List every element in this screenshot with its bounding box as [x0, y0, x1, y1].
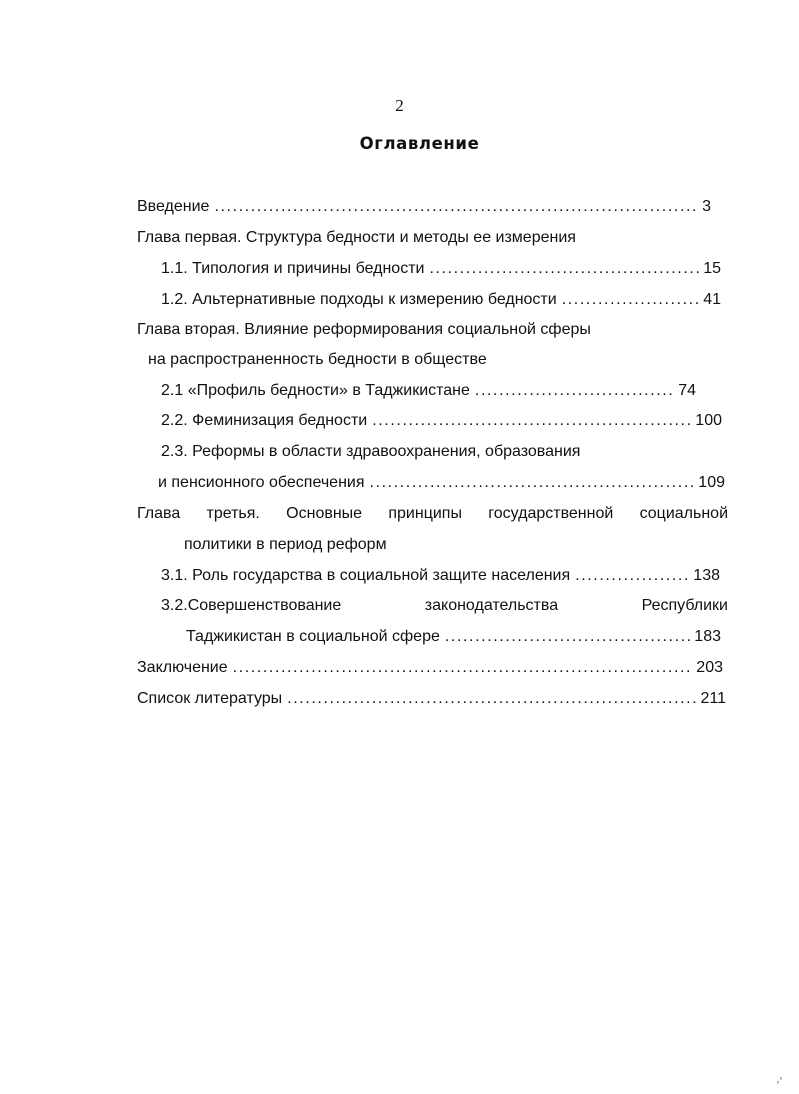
toc-leader-dots [287, 686, 696, 712]
heading-word: 3.2.Совершенствование [161, 597, 342, 614]
toc-entry-label: и пенсионного обеспечения [158, 474, 365, 491]
heading-word: Глава [137, 505, 181, 522]
toc-leader-dots [372, 408, 691, 434]
page-number: 2 [395, 96, 404, 115]
toc-entry-page: 138 [693, 567, 720, 584]
toc-entry-section-3-2[interactable] [186, 624, 721, 650]
heading-word: принципы [388, 505, 462, 522]
toc-entry-section-2-3[interactable] [158, 470, 725, 496]
toc-leader-dots [233, 655, 693, 681]
toc-leader-dots [475, 378, 674, 404]
heading-word: социальной [639, 505, 728, 522]
toc-entry-section-1-2[interactable] [161, 287, 721, 313]
heading-word: законодательства [424, 597, 559, 614]
toc-entry-label: Заключение [137, 659, 228, 676]
toc-entry-conclusion[interactable] [137, 655, 723, 681]
toc-chapter-3-heading-continued[interactable]: политики в период реформ [184, 536, 387, 553]
toc-entry-label: 1.2. Альтернативные подходы к измерению бедности [161, 291, 557, 308]
toc-entry-page: 15 [703, 260, 721, 277]
toc-entry-label: Таджикистан в социальной сфере [186, 628, 440, 645]
toc-entry-section-2-3-title[interactable]: 2.3. Реформы в области здравоохранения, образования [161, 443, 581, 460]
toc-entry-section-3-2-title[interactable] [161, 593, 728, 619]
toc-entry-label: Введение [137, 198, 210, 215]
heading-word: третья. [206, 505, 260, 522]
toc-leader-dots [370, 470, 695, 496]
heading-word: Основные [286, 505, 363, 522]
toc-entry-page: 41 [703, 291, 721, 308]
toc-entry-label: 2.2. Феминизация бедности [161, 412, 368, 429]
toc-entry-introduction[interactable] [137, 194, 711, 220]
toc-entry-label: Список литературы [137, 690, 283, 707]
toc-chapter-2-heading[interactable]: Глава вторая. Влияние реформирования социальной сферы [137, 321, 591, 338]
toc-entry-page: 74 [678, 382, 696, 399]
toc-title: Оглавление [359, 134, 480, 153]
toc-entry-page: 183 [694, 628, 721, 645]
toc-entry-label: 2.1 «Профиль бедности» в Таджикистане [161, 382, 470, 399]
toc-leader-dots [575, 563, 689, 589]
toc-entry-references[interactable] [137, 686, 726, 712]
toc-entry-section-3-1[interactable] [161, 563, 720, 589]
scan-mark: ᵣ' [777, 1076, 783, 1087]
heading-word: государственной [488, 505, 614, 522]
toc-chapter-2-heading-continued[interactable]: на распространенность бедности в обществе [148, 351, 487, 368]
toc-chapter-3-heading[interactable] [137, 501, 728, 527]
toc-entry-section-2-1[interactable] [161, 378, 696, 404]
toc-entry-section-1-1[interactable] [161, 256, 721, 282]
toc-entry-label: 1.1. Типология и причины бедности [161, 260, 425, 277]
toc-entry-page: 100 [695, 412, 722, 429]
toc-entry-page: 211 [700, 690, 726, 707]
toc-entry-page: 3 [702, 198, 711, 215]
toc-chapter-1-heading[interactable]: Глава первая. Структура бедности и методы ее измерения [137, 229, 576, 246]
toc-leader-dots [445, 624, 690, 650]
toc-leader-dots [214, 194, 698, 220]
toc-leader-dots [429, 256, 699, 282]
toc-entry-page: 109 [698, 474, 725, 491]
toc-entry-section-2-2[interactable] [161, 408, 722, 434]
toc-leader-dots [562, 287, 700, 313]
toc-entry-label: 3.1. Роль государства в социальной защите населения [161, 567, 571, 584]
toc-entry-page: 203 [696, 659, 723, 676]
heading-word: Республики [641, 597, 728, 614]
